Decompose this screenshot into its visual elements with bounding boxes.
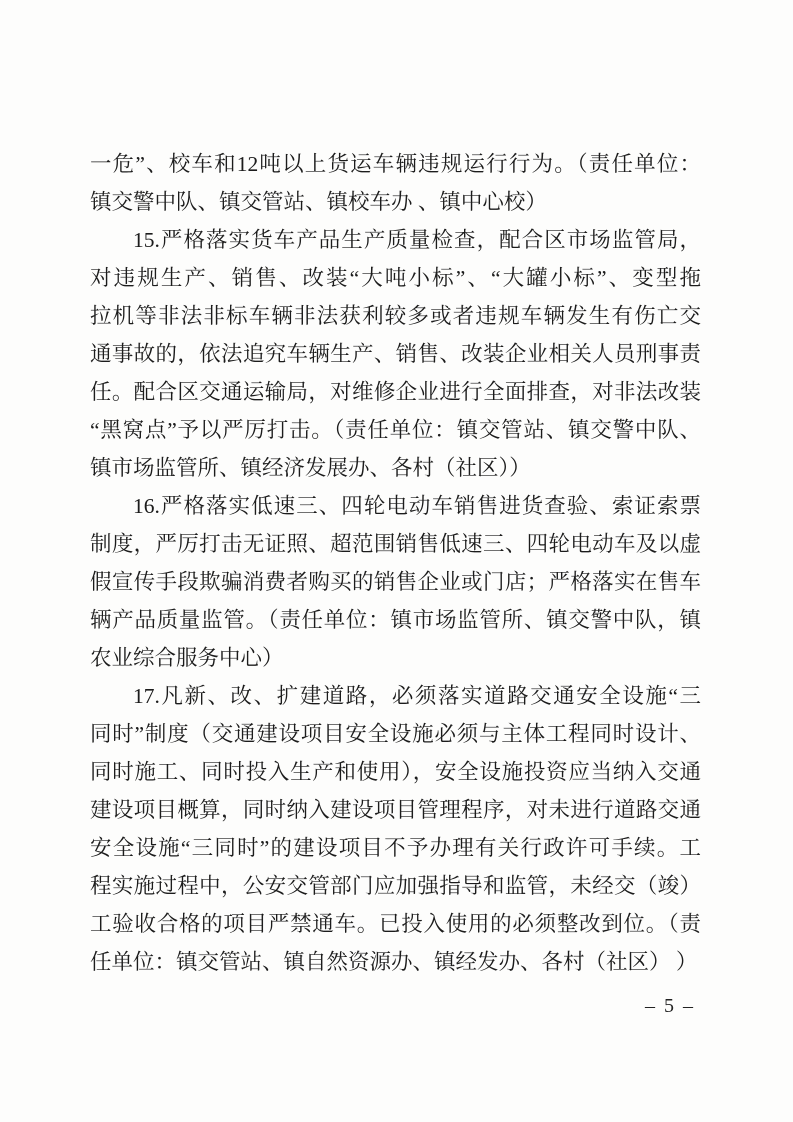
text-line: 镇交警中队、镇交管站、镇校车办 、镇中心校） (90, 190, 547, 214)
text-line: 建设项目概算，同时纳入建设项目管理程序，对未进行道路交通 (90, 798, 701, 822)
text-line: “黑窝点”予以严厉打击。（责任单位：镇交管站、镇交警中队、 (90, 418, 701, 442)
text-line: 对违规生产、销售、改装“大吨小标”、“大罐小标”、变型拖 (90, 266, 701, 290)
text-line: 程实施过程中，公安交管部门应加强指导和监管，未经交（竣） (90, 874, 701, 898)
paragraph-continuation (90, 145, 701, 221)
page-number: – 5 – (645, 995, 695, 1017)
text-line: 假宣传手段欺骗消费者购买的销售企业或门店；严格落实在售车 (90, 570, 701, 594)
text-line: 农业综合服务中心） (90, 646, 284, 670)
text-line: 镇市场监管所、镇经济发展办、各村（社区）） (90, 456, 531, 480)
text-line: 任。配合区交通运输局，对维修企业进行全面排查，对非法改装 (90, 380, 701, 404)
text-line: 17.凡新、改、扩建道路，必须落实道路交通安全设施“三 (133, 684, 701, 708)
document-body (90, 145, 701, 981)
paragraph-15 (90, 221, 701, 487)
text-line: 一危”、校车和12吨以上货运车辆违规运行行为。（责任单位： (90, 152, 701, 176)
text-line: 16.严格落实低速三、四轮电动车销售进货查验、索证索票 (133, 494, 701, 518)
text-line: 任单位：镇交管站、镇自然资源办、镇经发办、各村（社区） ） (90, 950, 698, 974)
text-line: 同时施工、同时投入生产和使用），安全设施投资应当纳入交通 (90, 760, 701, 784)
text-line: 同时”制度（交通建设项目安全设施必须与主体工程同时设计、 (90, 722, 701, 746)
text-line: 拉机等非法非标车辆非法获利较多或者违规车辆发生有伤亡交 (90, 304, 701, 328)
paragraph-17 (90, 677, 701, 981)
text-line: 15.严格落实货车产品生产质量检查，配合区市场监管局， (133, 228, 701, 252)
text-line: 制度，严厉打击无证照、超范围销售低速三、四轮电动车及以虚 (90, 532, 701, 556)
text-line: 工验收合格的项目严禁通车。已投入使用的必须整改到位。（责 (90, 912, 701, 936)
text-line: 安全设施“三同时”的建设项目不予办理有关行政许可手续。工 (90, 836, 701, 860)
text-line: 辆产品质量监管。（责任单位：镇市场监管所、镇交警中队，镇 (90, 608, 701, 632)
paragraph-16 (90, 487, 701, 677)
text-line: 通事故的，依法追究车辆生产、销售、改装企业相关人员刑事责 (90, 342, 701, 366)
